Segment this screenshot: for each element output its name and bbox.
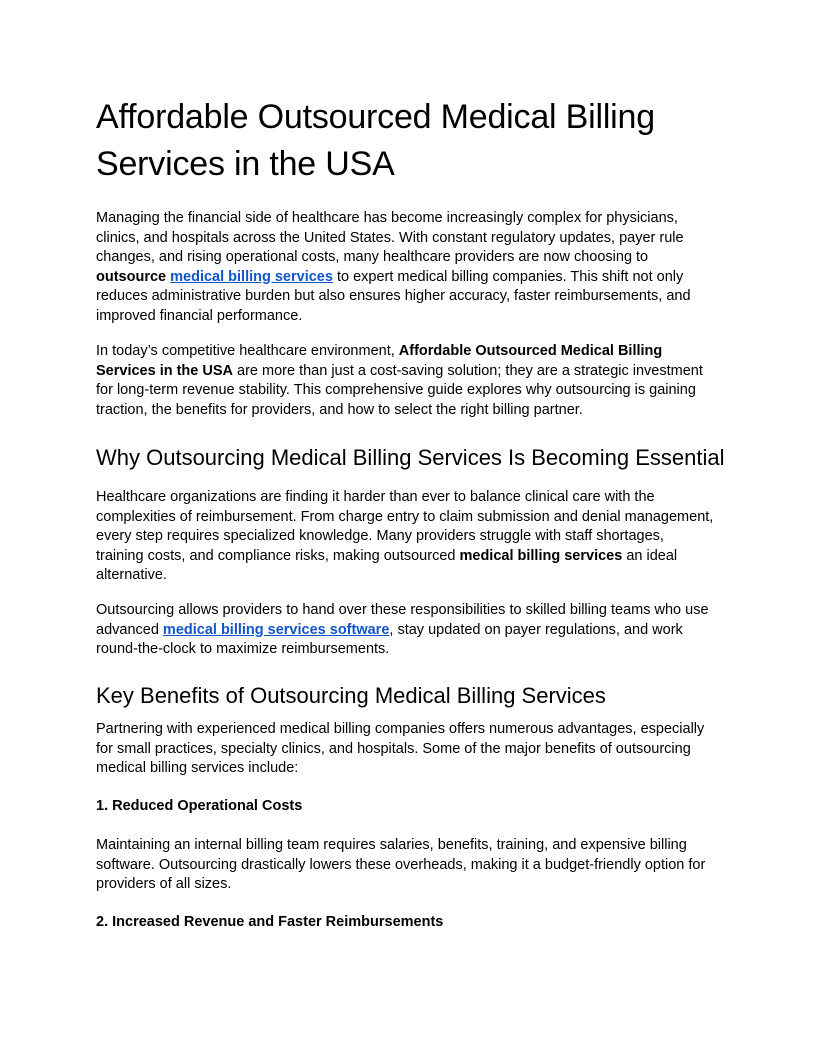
- bold-text: Services in the USA: [96, 362, 233, 379]
- text-line: software. Outsourcing drastically lowers these overheads, making it a budget-friendly option for: [96, 856, 706, 873]
- text-run: In today’s competitive healthcare environment,: [96, 343, 399, 359]
- text-line: every step requires specialized knowledge. Many providers struggle with staff shortages,: [96, 528, 664, 544]
- text-run: advanced: [96, 621, 163, 638]
- text-line: [96, 547, 724, 567]
- why-paragraph-2: [96, 601, 724, 660]
- text-run: are more than just a cost-saving solution; they are a strategic investment: [233, 362, 703, 379]
- text-line: improved financial performance.: [96, 307, 303, 324]
- text-line: providers of all sizes.: [96, 876, 232, 892]
- text-run: training costs, and compliance risks, making outsourced: [96, 547, 460, 564]
- text-run: to expert medical billing companies. This shift not only: [332, 268, 684, 285]
- text-line: traction, the benefits for providers, and how to select the right billing partner.: [96, 401, 583, 418]
- text-line: for long-term revenue stability. This comprehensive guide explores why outsourcing is gaining: [96, 382, 696, 398]
- medical-billing-software-link[interactable]: medical billing services software: [162, 621, 390, 638]
- section-heading-why-outsourcing: Why Outsourcing Medical Billing Services Is Becoming Essential: [96, 445, 725, 470]
- subheading-reduced-costs: 1. Reduced Operational Costs: [96, 798, 303, 814]
- text-line: Healthcare organizations are finding it harder than ever to balance clinical care with the: [96, 489, 655, 505]
- intro-paragraph: [96, 209, 724, 326]
- text-run: , stay updated on payer regulations, and work: [389, 621, 683, 638]
- bold-text: Affordable Outsourced Medical Billing: [398, 343, 663, 359]
- text-line: clinics, and hospitals across the United States. With constant regulatory updates, payer rule: [96, 229, 684, 246]
- reduced-costs-paragraph: [96, 836, 724, 895]
- subheading-increased-revenue: 2. Increased Revenue and Faster Reimbursements: [96, 914, 444, 930]
- benefits-intro-paragraph: [96, 720, 724, 779]
- text-line: Maintaining an internal billing team requires salaries, benefits, training, and expensive billing: [96, 837, 687, 853]
- text-line: [96, 621, 724, 641]
- text-line: alternative.: [96, 567, 167, 583]
- text-line: [96, 342, 724, 362]
- text-line: round-the-clock to maximize reimbursements.: [96, 641, 390, 657]
- text-line: medical billing services include:: [96, 760, 299, 776]
- text-line: complexities of reimbursement. From charge entry to claim submission and denial management,: [96, 508, 714, 525]
- page-title: Affordable Outsourced Medical Billing Services in the USA: [96, 98, 655, 183]
- text-line: Partnering with experienced medical billing companies offers numerous advantages, especially: [96, 721, 705, 737]
- text-line: changes, and rising operational costs, many healthcare providers are now choosing to: [96, 249, 649, 265]
- text-line: [96, 362, 724, 382]
- text-line: Managing the financial side of healthcare has become increasingly complex for physicians,: [96, 210, 678, 226]
- text-line: for small practices, specialty clinics, and hospitals. Some of the major benefits of outsourcing: [96, 740, 691, 757]
- text-run: an ideal: [622, 547, 678, 564]
- why-paragraph-1: [96, 488, 724, 586]
- text-line: Outsourcing allows providers to hand over these responsibilities to skilled billing teams who use: [96, 602, 709, 618]
- text-line: [96, 268, 724, 288]
- bold-text: outsource: [96, 268, 167, 285]
- section-heading-key-benefits: Key Benefits of Outsourcing Medical Billing Services: [96, 683, 606, 708]
- medical-billing-services-link[interactable]: medical billing services: [170, 268, 333, 285]
- bold-text: medical billing services: [459, 547, 623, 564]
- strategic-paragraph: [96, 342, 724, 420]
- text-line: reduces administrative burden but also ensures higher accuracy, faster reimbursements, and: [96, 288, 691, 304]
